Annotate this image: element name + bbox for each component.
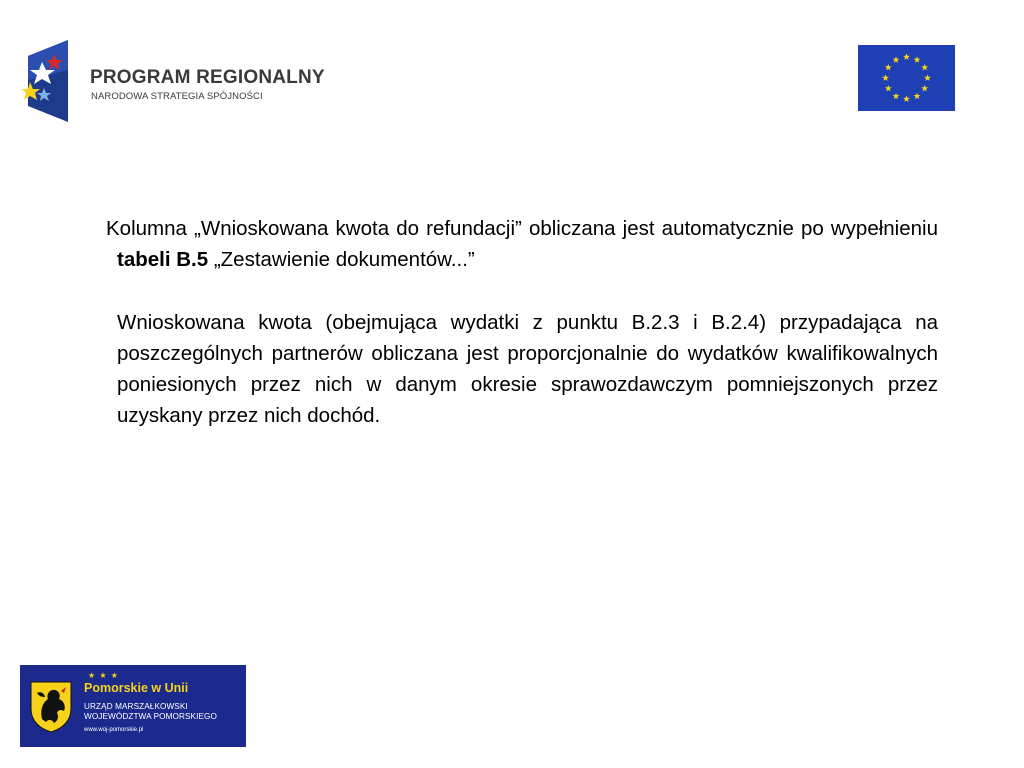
paragraph1-bold: tabeli B.5 bbox=[117, 248, 209, 271]
paragraph-requested-amount: Wnioskowana kwota (obejmująca wydatki z punktu B.2.3 i B.2.4) przypadająca na poszczególnych partnerów obliczana jest proporcjonalnie do wydatków kwalifikowalnych poniesionych przez nich w danym okresie sprawozdawczym pomniejszonych przez uzyskany przez nich dochód. bbox=[117, 311, 938, 427]
eu-flag bbox=[858, 45, 955, 111]
pomorskie-w-unii-banner bbox=[20, 665, 246, 747]
banner-title: Pomorskie w Unii bbox=[84, 681, 189, 695]
eu-star-10 bbox=[882, 74, 889, 81]
banner-stars: ★ ★ ★ bbox=[88, 671, 119, 680]
eu-star-12 bbox=[893, 56, 900, 63]
griffin-crest-icon bbox=[28, 679, 74, 733]
eu-star-8 bbox=[893, 93, 900, 100]
program-subtitle: NARODOWA STRATEGIA SPÓJNOŚCI bbox=[91, 91, 263, 102]
paragraph1-text: Kolumna „Wnioskowana kwota do refundacji” obliczana jest automatycznie po wypełnieniu bbox=[106, 217, 938, 240]
eu-star-1 bbox=[903, 53, 910, 60]
eu-star-3 bbox=[921, 64, 928, 71]
eu-star-6 bbox=[914, 93, 921, 100]
banner-url: www.woj-pomorskie.pl bbox=[84, 727, 144, 733]
eu-stars-icon bbox=[858, 45, 955, 111]
eu-star-5 bbox=[921, 85, 928, 92]
eu-star-2 bbox=[914, 56, 921, 63]
eu-star-11 bbox=[885, 64, 892, 71]
eu-star-7 bbox=[903, 95, 910, 102]
paragraph1-text-after: „Zestawienie dokumentów...” bbox=[208, 248, 475, 271]
banner-office-line1: URZĄD MARSZAŁKOWSKI bbox=[84, 702, 188, 711]
program-regionalny-emblem-icon bbox=[22, 40, 74, 122]
program-title: PROGRAM REGIONALNY bbox=[90, 67, 325, 88]
eu-star-9 bbox=[885, 85, 892, 92]
eu-star-4 bbox=[924, 74, 931, 81]
slide-body bbox=[106, 213, 938, 431]
paragraph-refund-column bbox=[106, 213, 938, 275]
banner-office-line2: WOJEWÓDZTWA POMORSKIEGO bbox=[84, 712, 217, 721]
program-regionalny-logo bbox=[22, 40, 332, 124]
